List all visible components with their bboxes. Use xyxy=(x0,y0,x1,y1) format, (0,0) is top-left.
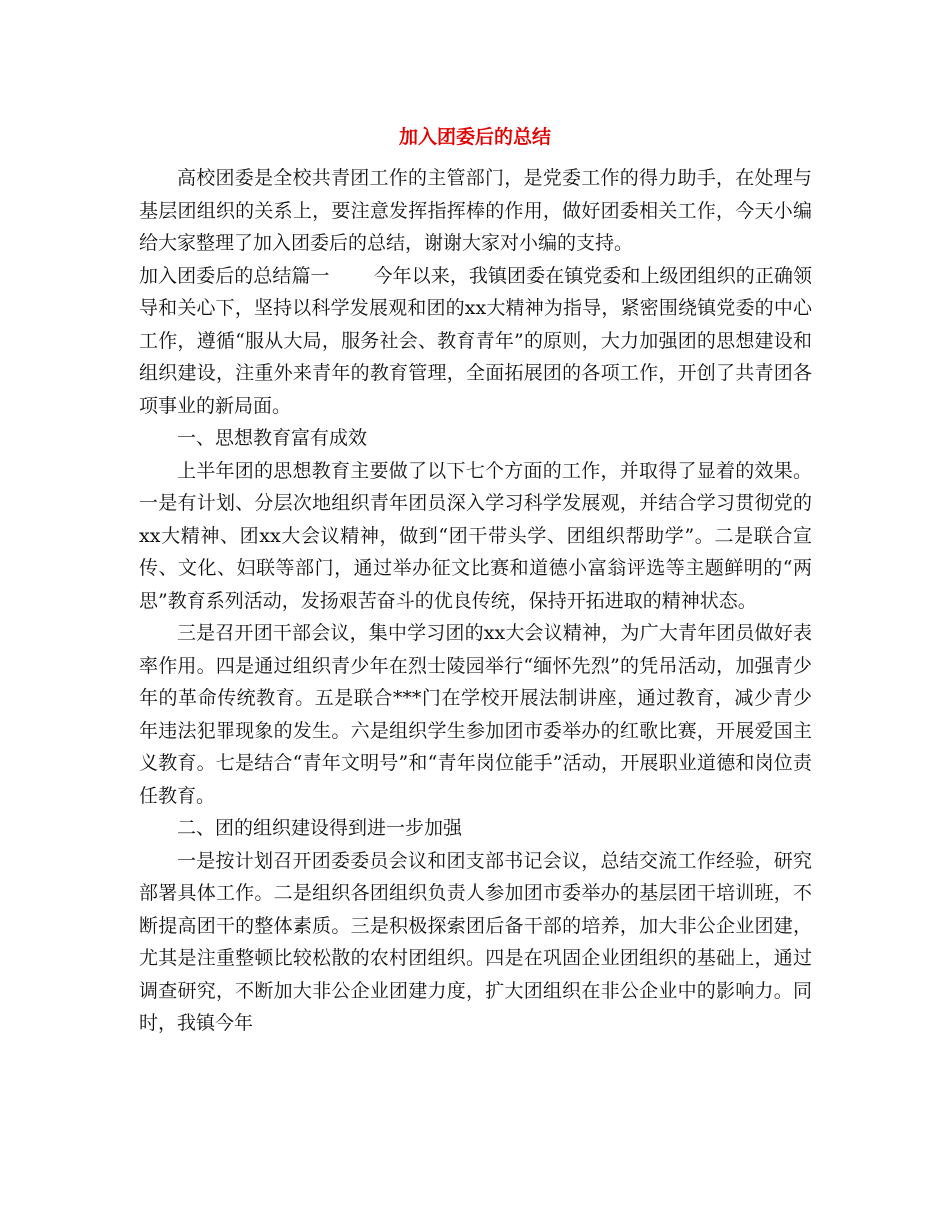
paragraph-organization-building: 一是按计划召开团委委员会议和团支部书记会议，总结交流工作经验，研究部署具体工作。二是组织各团组织负责人参加团市委举办的基层团干培训班，不断提高团干的整体素质。三是积极探索团后备干部的培养，加大非公企业团建，尤其是注重整顿比较松散的农村团组织。四是在巩固企业团组织的基础上，通过调查研究，不断加大非公企业团建力度，扩大团组织在非公企业中的影响力。同时，我镇今年 xyxy=(139,849,812,1034)
paragraph-thought-education-2: 三是召开团干部会议，集中学习团的xx大会议精神，为广大青年团员做好表率作用。四是通过组织青少年在烈士陵园举行“缅怀先烈”的凭吊活动，加强青少年的革命传统教育。五是联合***门在学校开展法制讲座，通过教育，减少青少年违法犯罪现象的发生。六是组织学生参加团市委举办的红歌比赛，开展爱国主义教育。七是结合“青年文明号”和“青年岗位能手”活动，开展职业道德和岗位责任教育。 xyxy=(139,622,812,807)
heading-organization-building: 二、团的组织建设得到进一步加强 xyxy=(177,817,463,839)
intro-paragraph: 高校团委是全校共青团工作的主管部门，是党委工作的得力助手，在处理与基层团组织的关系上，要注意发挥指挥棒的作用，做好团委相关工作，今天小编给大家整理了加入团委后的总结，谢谢大家对小编的支持。 xyxy=(139,167,812,254)
document-body xyxy=(139,162,812,1040)
section-paragraph xyxy=(139,260,812,423)
paragraph-thought-education-1: 上半年团的思想教育主要做了以下七个方面的工作，并取得了显着的效果。一是有计划、分层次地组织青年团员深入学习科学发展观，并结合学习贯彻党的xx大精神、团xx大会议精神，做到“团干带头学、团组织帮助学”。二是联合宣传、文化、妇联等部门，通过举办征文比赛和道德小富翁评选等主题鲜明的“两思”教育系列活动，发扬艰苦奋斗的优良传统，保持开拓进取的精神状态。 xyxy=(139,459,812,612)
heading-thought-education: 一、思想教育富有成效 xyxy=(177,427,368,449)
document-title: 加入团委后的总结 xyxy=(398,126,551,148)
section-text: 今年以来，我镇团委在镇党委和上级团组织的正确领导和关心下，坚持以科学发展观和团的xx大精神为指导，紧密围绕镇党委的中心工作，遵循“服从大局，服务社会、教育青年”的原则，大力加强团的思想建设和组织建设，注重外来青年的教育管理，全面拓展团的各项工作，开创了共青团各项事业的新局面。 xyxy=(139,264,812,417)
section-label: 加入团委后的总结篇一 xyxy=(139,264,330,287)
